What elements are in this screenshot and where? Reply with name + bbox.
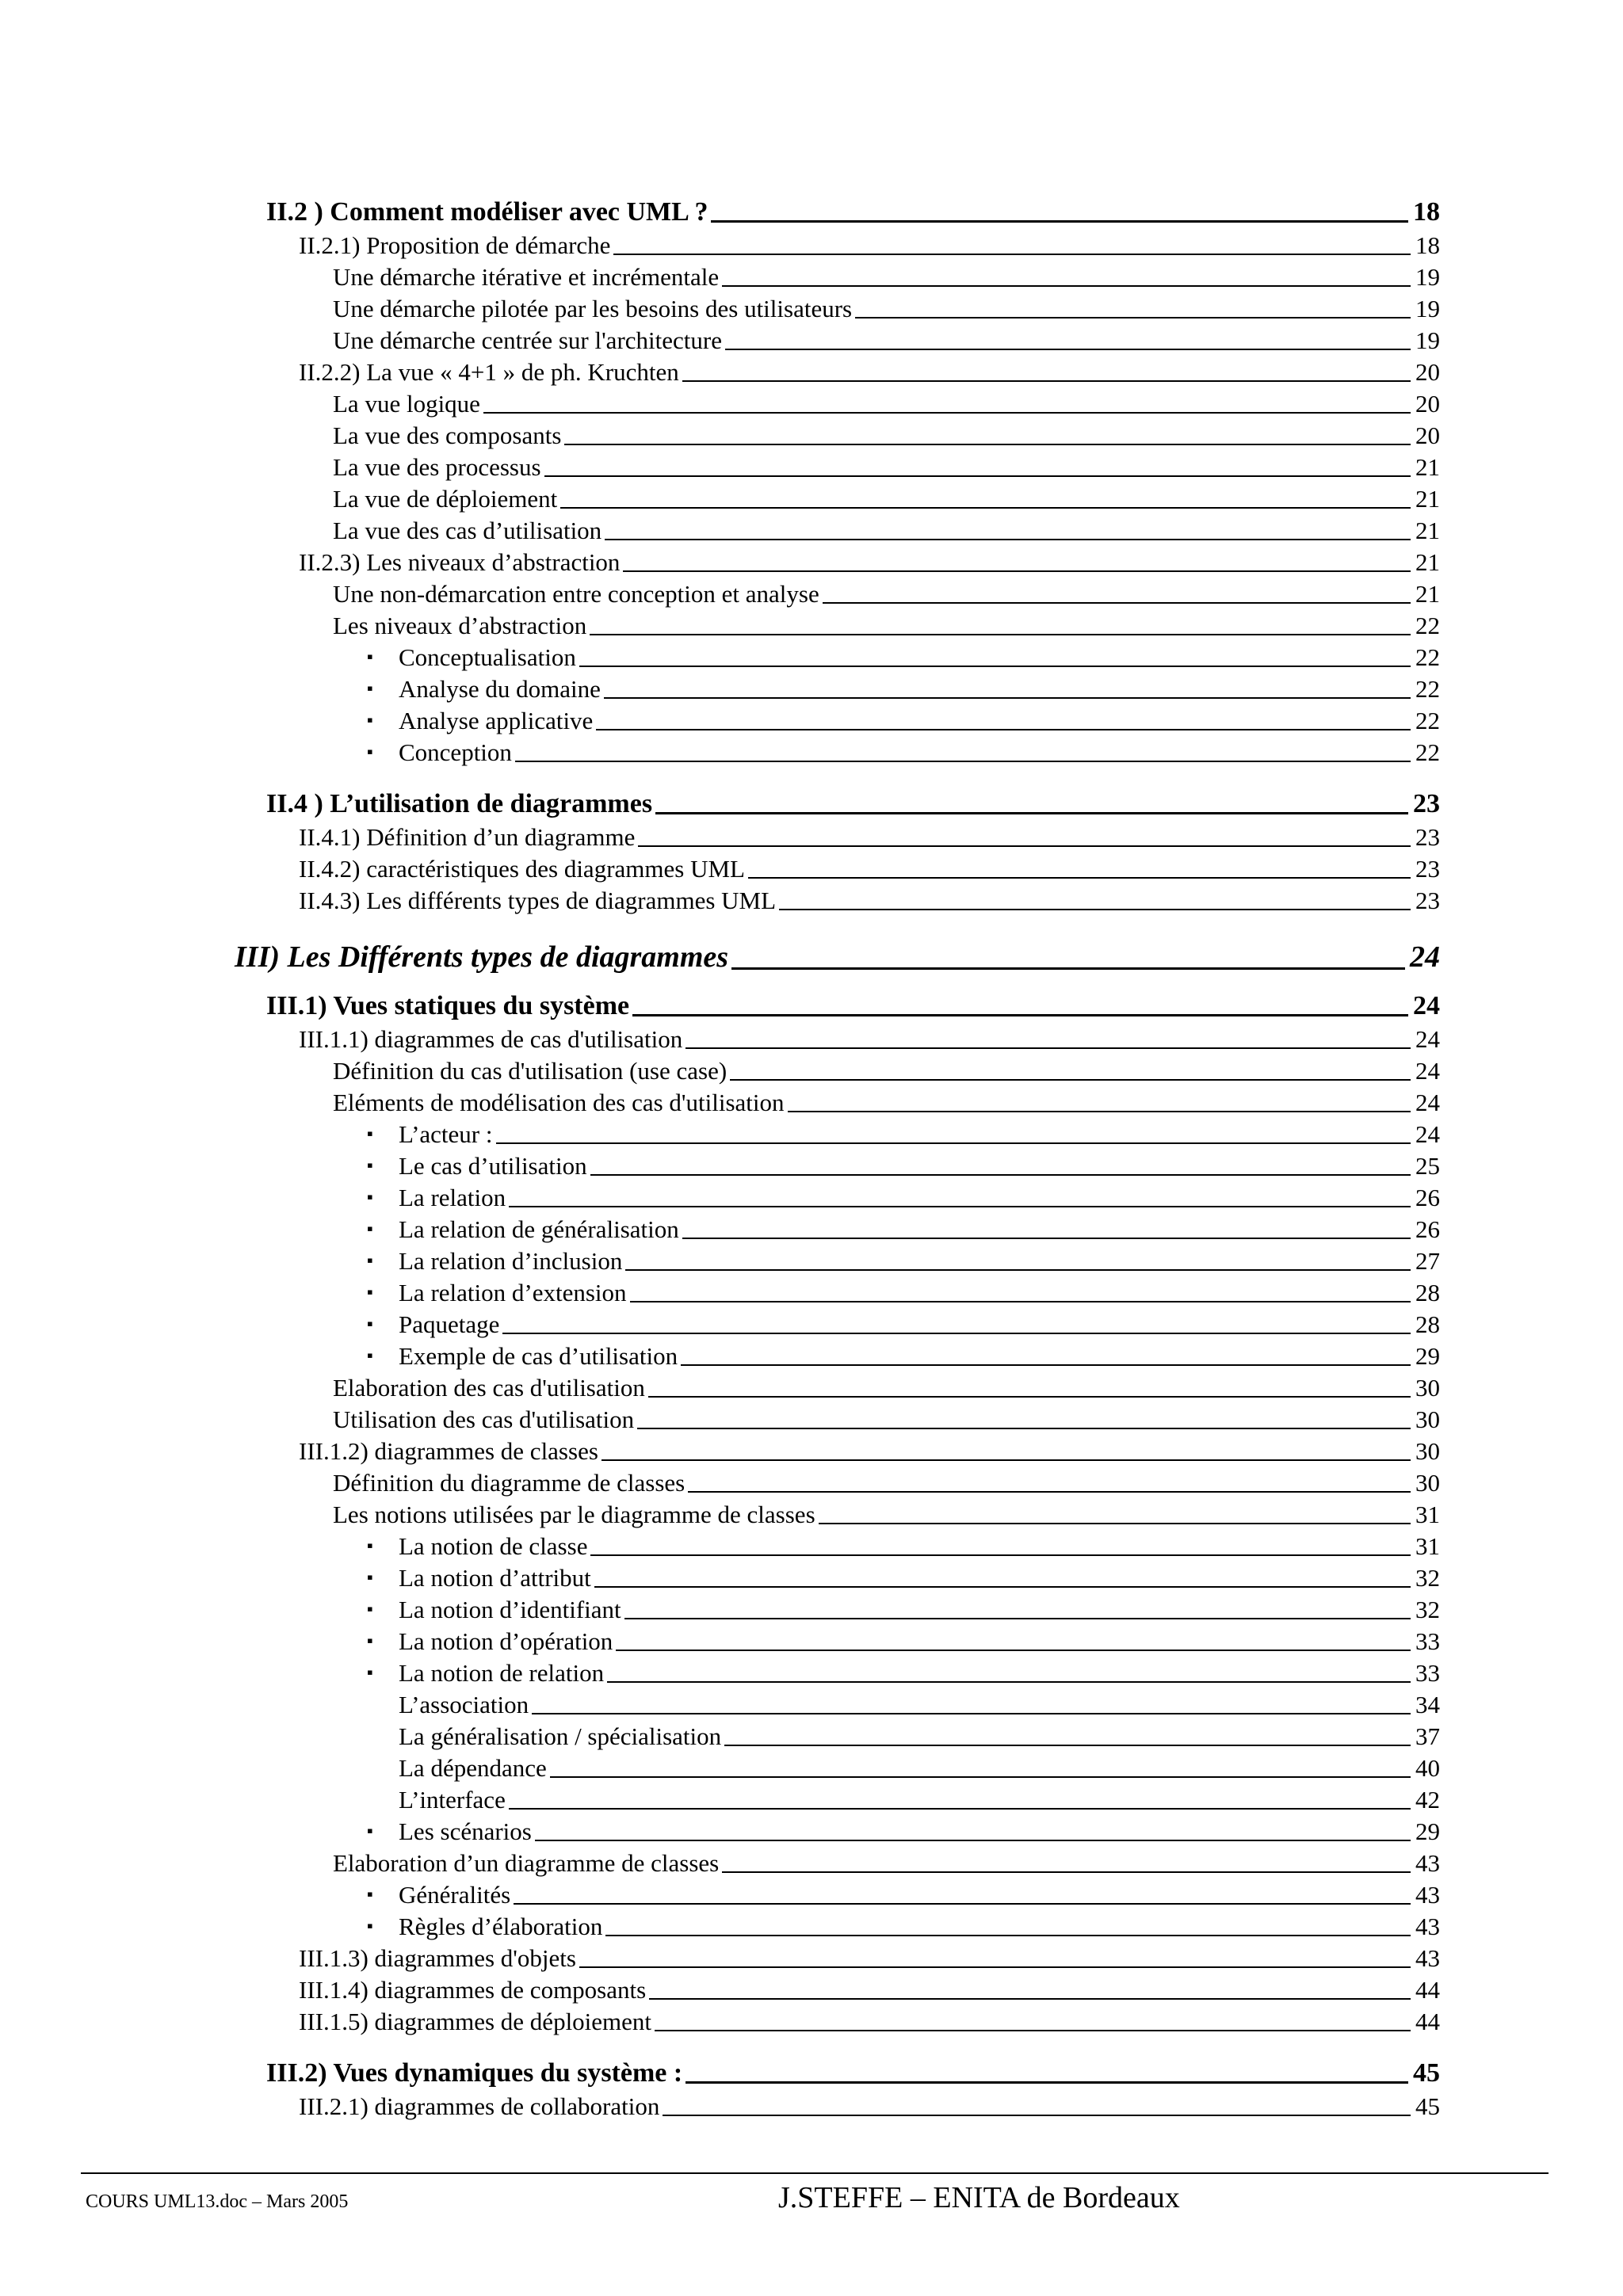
toc-entry-page: 18 (1415, 231, 1440, 259)
toc-entry-title: La vue des processus (333, 453, 541, 481)
toc-entry-page: 21 (1415, 453, 1440, 481)
bullet-icon: ▪ (367, 1630, 373, 1650)
toc-entry-title: La notion d’attribut (399, 1564, 591, 1592)
toc-entry-title: La notion de relation (399, 1659, 605, 1687)
toc-entry-title: L’interface (399, 1786, 506, 1814)
toc-entry-page: 22 (1415, 738, 1440, 766)
toc-entry-title: Généralités (399, 1881, 511, 1909)
toc-entry-page: 33 (1415, 1659, 1440, 1687)
toc-entry[interactable] (399, 1786, 1440, 1814)
toc-entry[interactable] (367, 1627, 1440, 1656)
toc-entry-page: 19 (1415, 295, 1440, 322)
toc-leader-line (724, 1745, 1411, 1746)
toc-entry[interactable] (367, 1659, 1440, 1688)
toc-entry-title: III.2.1) diagrammes de collaboration (299, 2092, 660, 2120)
toc-entry-page: 23 (1415, 823, 1440, 851)
toc-leader-line (535, 1840, 1411, 1841)
toc-entry-page: 26 (1415, 1184, 1440, 1211)
toc-leader-line (630, 1301, 1411, 1302)
toc-entry[interactable] (266, 2058, 1440, 2088)
toc-entry-page: 24 (1410, 940, 1440, 974)
toc-entry[interactable] (367, 738, 1440, 767)
toc-entry[interactable] (333, 295, 1440, 323)
toc-leader-line (711, 220, 1408, 223)
toc-entry-page: 32 (1415, 1564, 1440, 1592)
toc-entry[interactable] (399, 1754, 1440, 1783)
toc-entry-page: 32 (1415, 1596, 1440, 1623)
toc-leader-line (590, 1174, 1411, 1176)
toc-entry-page: 19 (1415, 263, 1440, 291)
toc-entry[interactable] (299, 1976, 1440, 2004)
bullet-icon: ▪ (367, 1314, 373, 1333)
toc-entry[interactable] (367, 1596, 1440, 1624)
toc-leader-line (779, 909, 1411, 910)
toc-entry-page: 24 (1415, 1089, 1440, 1116)
toc-leader-line (819, 1523, 1411, 1524)
toc-entry-title: Analyse applicative (399, 707, 594, 734)
toc-entry-title: La relation d’extension (399, 1279, 627, 1306)
bullet-icon: ▪ (367, 1155, 373, 1175)
toc-entry[interactable] (333, 263, 1440, 292)
toc-entry-page: 23 (1415, 855, 1440, 883)
toc-entry[interactable] (333, 612, 1440, 640)
toc-entry[interactable] (333, 1374, 1440, 1402)
toc-entry[interactable] (333, 1849, 1440, 1878)
toc-entry-page: 37 (1415, 1722, 1440, 1750)
toc-leader-line (604, 697, 1411, 699)
toc-entry-title: La vue des composants (333, 421, 562, 449)
toc-entry[interactable] (235, 940, 1440, 974)
toc-entry-page: 21 (1415, 517, 1440, 544)
toc-entry[interactable] (333, 1501, 1440, 1529)
toc-entry-page: 43 (1415, 1944, 1440, 1972)
footer-divider (81, 2172, 1549, 2174)
toc-entry-page: 24 (1415, 1025, 1440, 1053)
toc-leader-line (685, 1047, 1411, 1049)
toc-entry[interactable] (333, 517, 1440, 545)
toc-entry-page: 31 (1415, 1532, 1440, 1560)
toc-leader-line (590, 1554, 1411, 1556)
toc-entry-page: 22 (1415, 707, 1440, 734)
toc-entry[interactable] (367, 1247, 1440, 1276)
toc-entry-title: Une non-démarcation entre conception et analyse (333, 580, 819, 608)
toc-entry[interactable] (367, 1342, 1440, 1371)
toc-leader-line (637, 1428, 1411, 1429)
bullet-icon: ▪ (367, 1821, 373, 1840)
toc-entry-title: Définition du diagramme de classes (333, 1469, 685, 1497)
toc-leader-line (624, 1618, 1411, 1619)
toc-leader-line (550, 1776, 1411, 1778)
toc-entry-title: III) Les Différents types de diagrammes (235, 940, 729, 974)
bullet-icon: ▪ (367, 1662, 373, 1682)
toc-leader-line (605, 1935, 1411, 1936)
toc-entry-title: Une démarche pilotée par les besoins des utilisateurs (333, 295, 853, 322)
toc-entry-title: La notion de classe (399, 1532, 588, 1560)
toc-entry[interactable] (333, 1057, 1440, 1085)
toc-entry-page: 34 (1415, 1691, 1440, 1718)
toc-entry-title: III.1) Vues statiques du système (266, 991, 630, 1020)
toc-entry[interactable] (299, 358, 1440, 387)
toc-entry[interactable] (299, 1944, 1440, 1973)
toc-entry[interactable] (367, 1532, 1440, 1561)
bullet-icon: ▪ (367, 1884, 373, 1904)
toc-entry-page: 43 (1415, 1881, 1440, 1909)
bullet-icon: ▪ (367, 1282, 373, 1302)
toc-leader-line (496, 1142, 1411, 1144)
toc-entry[interactable] (333, 1405, 1440, 1434)
toc-entry-title: La relation de généralisation (399, 1215, 679, 1243)
toc-entry-page: 29 (1415, 1817, 1440, 1845)
toc-leader-line (722, 1871, 1411, 1873)
toc-leader-line (685, 2081, 1408, 2084)
toc-entry-page: 20 (1415, 358, 1440, 386)
toc-entry[interactable] (367, 707, 1440, 735)
toc-entry[interactable] (266, 789, 1440, 819)
toc-entry-page: 45 (1415, 2092, 1440, 2120)
toc-entry[interactable] (399, 1691, 1440, 1719)
toc-entry[interactable] (299, 2092, 1440, 2121)
toc-entry-page: 23 (1413, 789, 1440, 818)
toc-entry[interactable] (333, 453, 1440, 482)
toc-leader-line (514, 1903, 1411, 1905)
toc-entry-title: Définition du cas d'utilisation (use case) (333, 1057, 727, 1085)
toc-entry-title: III.1.1) diagrammes de cas d'utilisation (299, 1025, 683, 1053)
toc-entry[interactable] (333, 1089, 1440, 1117)
toc-leader-line (663, 2115, 1411, 2116)
toc-entry-title: III.1.3) diagrammes d'objets (299, 1944, 576, 1972)
toc-entry-title: L’acteur : (399, 1120, 493, 1148)
bullet-icon: ▪ (367, 1250, 373, 1270)
toc-entry-page: 28 (1415, 1279, 1440, 1306)
toc-entry[interactable] (299, 887, 1440, 915)
toc-entry-title: Le cas d’utilisation (399, 1152, 587, 1180)
toc-entry-page: 21 (1415, 580, 1440, 608)
toc-entry-title: II.4.3) Les différents types de diagrammes UML (299, 887, 777, 914)
toc-entry[interactable] (367, 643, 1440, 672)
toc-entry[interactable] (367, 1184, 1440, 1212)
toc-entry-title: La notion d’identifiant (399, 1596, 621, 1623)
toc-entry-page: 30 (1415, 1469, 1440, 1497)
footer-document-info: COURS UML13.doc – Mars 2005 (86, 2191, 349, 2212)
bullet-icon: ▪ (367, 710, 373, 730)
toc-leader-line (748, 877, 1411, 879)
toc-entry-page: 30 (1415, 1437, 1440, 1465)
toc-entry[interactable] (367, 1215, 1440, 1244)
toc-leader-line (632, 1014, 1408, 1016)
bullet-icon: ▪ (367, 1916, 373, 1936)
toc-entry-title: Une démarche itérative et incrémentale (333, 263, 720, 291)
toc-entry-title: II.4.2) caractéristiques des diagrammes UML (299, 855, 745, 883)
toc-leader-line (590, 634, 1411, 635)
toc-entry-page: 30 (1415, 1405, 1440, 1433)
toc-leader-line (688, 1491, 1411, 1493)
toc-entry-title: La relation d’inclusion (399, 1247, 623, 1275)
toc-entry-title: III.1.2) diagrammes de classes (299, 1437, 598, 1465)
toc-entry[interactable] (299, 231, 1440, 260)
toc-entry-page: 33 (1415, 1627, 1440, 1655)
toc-leader-line (616, 1650, 1411, 1651)
toc-entry-title: II.2.2) La vue « 4+1 » de ph. Kruchten (299, 358, 679, 386)
toc-entry-title: La relation (399, 1184, 506, 1211)
toc-entry[interactable] (299, 823, 1440, 852)
toc-leader-line (788, 1111, 1411, 1112)
toc-entry[interactable] (266, 991, 1440, 1021)
toc-leader-line (648, 1396, 1411, 1398)
toc-entry-page: 29 (1415, 1342, 1440, 1370)
toc-entry-page: 31 (1415, 1501, 1440, 1528)
toc-entry-page: 19 (1415, 326, 1440, 354)
toc-entry[interactable] (399, 1722, 1440, 1751)
toc-entry-title: Conception (399, 738, 512, 766)
toc-entry-page: 24 (1415, 1057, 1440, 1085)
toc-entry-page: 43 (1415, 1913, 1440, 1940)
toc-entry-title: Les niveaux d’abstraction (333, 612, 587, 639)
toc-entry[interactable] (367, 1120, 1440, 1149)
toc-entry-page: 30 (1415, 1374, 1440, 1402)
toc-entry-title: Utilisation des cas d'utilisation (333, 1405, 635, 1433)
toc-entry-page: 40 (1415, 1754, 1440, 1782)
toc-entry-page: 24 (1413, 991, 1440, 1020)
toc-entry-title: II.4 ) L’utilisation de diagrammes (266, 789, 653, 818)
toc-entry[interactable] (367, 675, 1440, 704)
toc-entry-title: La notion d’opération (399, 1627, 613, 1655)
toc-entry-title: Analyse du domaine (399, 675, 601, 703)
bullet-icon: ▪ (367, 742, 373, 761)
toc-entry[interactable] (367, 1152, 1440, 1180)
toc-entry-title: Elaboration des cas d'utilisation (333, 1374, 645, 1402)
toc-entry-page: 25 (1415, 1152, 1440, 1180)
toc-entry-title: III.1.4) diagrammes de composants (299, 1976, 647, 2004)
bullet-icon: ▪ (367, 646, 373, 666)
toc-entry-title: II.2 ) Comment modéliser avec UML ? (266, 197, 708, 227)
bullet-icon: ▪ (367, 1187, 373, 1207)
toc-leader-line (655, 812, 1408, 814)
toc-entry-title: III.1.5) diagrammes de déploiement (299, 2008, 652, 2035)
toc-entry-title: Eléments de modélisation des cas d'utilisation (333, 1089, 785, 1116)
toc-entry-page: 44 (1415, 1976, 1440, 2004)
toc-leader-line (722, 285, 1411, 287)
toc-entry-page: 21 (1415, 485, 1440, 513)
toc-entry[interactable] (266, 197, 1440, 227)
toc-leader-line (649, 1998, 1411, 2000)
toc-entry-title: Elaboration d’un diagramme de classes (333, 1849, 720, 1877)
toc-entry-title: II.2.3) Les niveaux d’abstraction (299, 548, 621, 576)
toc-entry[interactable] (367, 1564, 1440, 1592)
toc-entry-title: Les notions utilisées par le diagramme de classes (333, 1501, 815, 1528)
toc-leader-line (625, 1269, 1411, 1271)
toc-leader-line (509, 1206, 1411, 1207)
toc-entry[interactable] (299, 1437, 1440, 1466)
toc-leader-line (560, 507, 1411, 509)
toc-entry-page: 22 (1415, 675, 1440, 703)
toc-entry[interactable] (367, 1310, 1440, 1339)
toc-entry-page: 20 (1415, 390, 1440, 418)
toc-leader-line (607, 1681, 1411, 1683)
toc-entry[interactable] (367, 1279, 1440, 1307)
toc-leader-line (601, 1459, 1411, 1461)
toc-entry[interactable] (299, 855, 1440, 883)
toc-entry-title: La vue des cas d’utilisation (333, 517, 602, 544)
toc-leader-line (613, 254, 1411, 255)
toc-entry-page: 43 (1415, 1849, 1440, 1877)
bullet-icon: ▪ (367, 1535, 373, 1555)
bullet-icon: ▪ (367, 1567, 373, 1587)
bullet-icon: ▪ (367, 1345, 373, 1365)
toc-entry-title: L’association (399, 1691, 529, 1718)
bullet-icon: ▪ (367, 1123, 373, 1143)
toc-leader-line (483, 412, 1411, 414)
toc-entry-title: Conceptualisation (399, 643, 576, 671)
toc-entry-page: 28 (1415, 1310, 1440, 1338)
toc-entry-page: 42 (1415, 1786, 1440, 1814)
toc-leader-line (855, 317, 1411, 318)
toc-entry-title: Les scénarios (399, 1817, 532, 1845)
toc-entry-title: III.2) Vues dynamiques du système : (266, 2058, 683, 2088)
toc-leader-line (596, 729, 1411, 730)
toc-leader-line (579, 666, 1411, 667)
toc-entry-title: Une démarche centrée sur l'architecture (333, 326, 722, 354)
toc-leader-line (532, 1713, 1411, 1714)
toc-entry-title: Paquetage (399, 1310, 500, 1338)
toc-leader-line (594, 1586, 1411, 1588)
toc-entry-page: 22 (1415, 612, 1440, 639)
toc-entry-page: 21 (1415, 548, 1440, 576)
toc-entry[interactable] (333, 1469, 1440, 1497)
toc-leader-line (682, 380, 1411, 382)
toc-entry-page: 22 (1415, 643, 1440, 671)
toc-entry-page: 26 (1415, 1215, 1440, 1243)
toc-entry[interactable] (367, 1817, 1440, 1846)
toc-leader-line (655, 2030, 1411, 2031)
toc-entry[interactable] (333, 390, 1440, 418)
footer-author: J.STEFFE – ENITA de Bordeaux (778, 2181, 1180, 2214)
toc-entry-title: II.2.1) Proposition de démarche (299, 231, 611, 259)
toc-entry[interactable] (367, 1913, 1440, 1941)
toc-entry-page: 23 (1415, 887, 1440, 914)
bullet-icon: ▪ (367, 1219, 373, 1238)
toc-leader-line (544, 475, 1411, 477)
toc-entry[interactable] (299, 2008, 1440, 2036)
toc-leader-line (564, 444, 1411, 445)
toc-leader-line (509, 1808, 1411, 1810)
toc-leader-line (502, 1333, 1411, 1334)
toc-entry-page: 44 (1415, 2008, 1440, 2035)
toc-leader-line (681, 1364, 1411, 1366)
toc-leader-line (730, 1079, 1411, 1081)
toc-entry[interactable] (333, 485, 1440, 513)
toc-leader-line (682, 1238, 1411, 1239)
toc-entry-title: La vue de déploiement (333, 485, 558, 513)
toc-entry-title: La vue logique (333, 390, 480, 418)
toc-entry[interactable] (333, 421, 1440, 450)
toc-entry-title: La dépendance (399, 1754, 547, 1782)
toc-entry-title: La généralisation / spécialisation (399, 1722, 722, 1750)
toc-entry-page: 27 (1415, 1247, 1440, 1275)
toc-leader-line (579, 1966, 1411, 1968)
toc-leader-line (731, 967, 1405, 970)
toc-leader-line (605, 539, 1411, 540)
toc-leader-line (515, 761, 1411, 762)
toc-entry-title: II.4.1) Définition d’un diagramme (299, 823, 636, 851)
toc-entry-title: Règles d’élaboration (399, 1913, 603, 1940)
toc-leader-line (623, 570, 1411, 572)
toc-leader-line (725, 349, 1411, 350)
toc-entry[interactable] (299, 1025, 1440, 1054)
toc-entry[interactable] (333, 326, 1440, 355)
toc-entry-page: 18 (1413, 197, 1440, 227)
toc-leader-line (638, 845, 1411, 847)
toc-entry[interactable] (333, 580, 1440, 608)
toc-entry[interactable] (367, 1881, 1440, 1909)
toc-entry-page: 20 (1415, 421, 1440, 449)
bullet-icon: ▪ (367, 678, 373, 698)
bullet-icon: ▪ (367, 1599, 373, 1619)
toc-entry-page: 45 (1413, 2058, 1440, 2088)
toc-entry-page: 24 (1415, 1120, 1440, 1148)
toc-entry[interactable] (299, 548, 1440, 577)
toc-entry-title: Exemple de cas d’utilisation (399, 1342, 678, 1370)
toc-leader-line (823, 602, 1411, 604)
